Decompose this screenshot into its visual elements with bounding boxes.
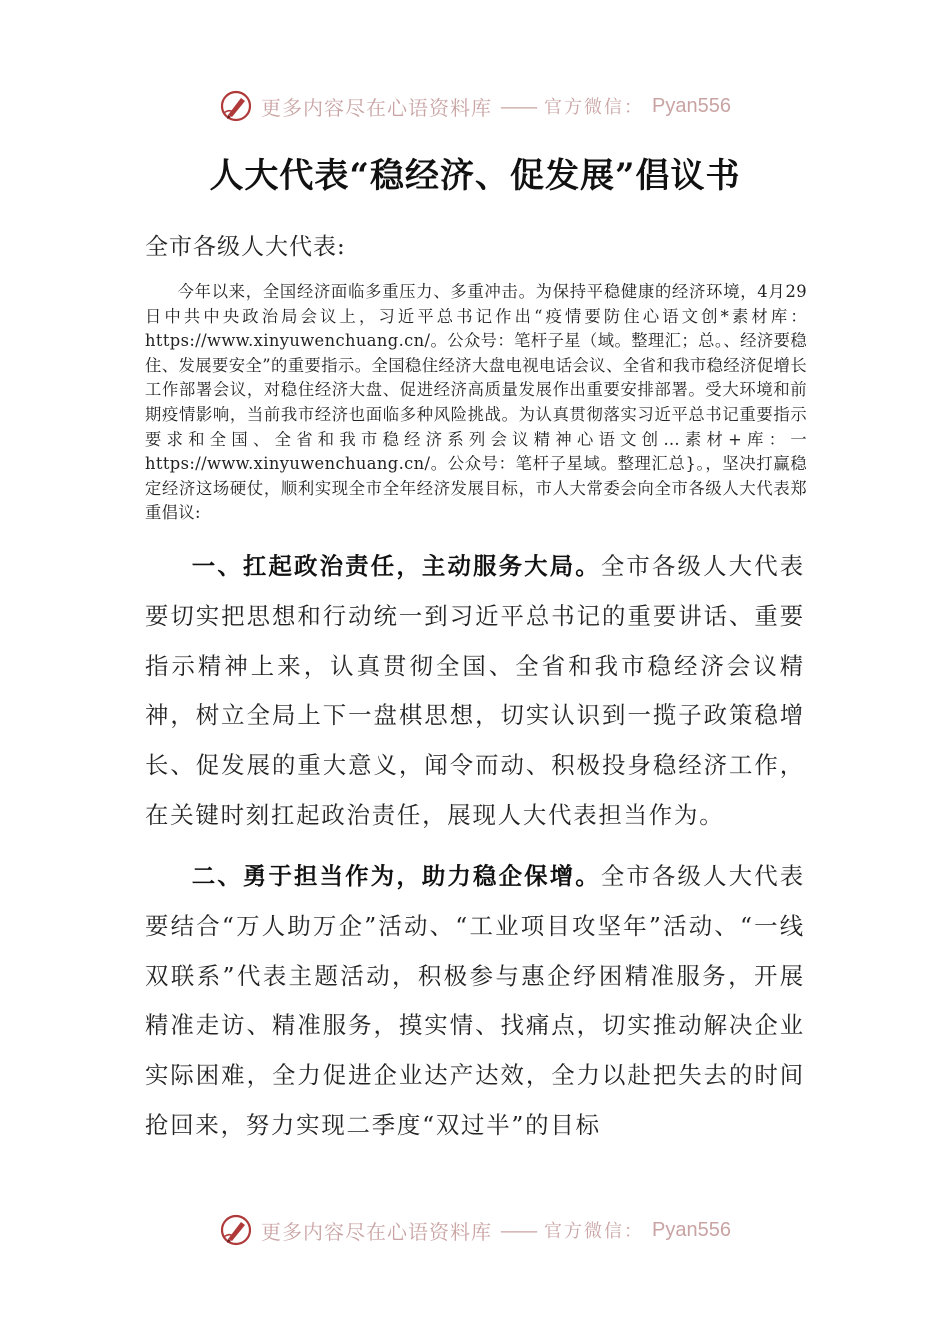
- intro-paragraph: 今年以来，全国经济面临多重压力、多重冲击。为保持平稳健康的经济环境，4月29日中共中央政治局会议上，习近平总书记作出“疫情要防住心语文创*素材库：https://www.xinyuwenchuang.cn/。公众号：笔杆子星（域。整理汇；总。、经济要稳住、发展要安全”的重要指示。全国稳住经济大盘电视电话会议、全省和我市稳经济促增长工作部署会议，对稳住经济大盘、促进经济高质量发展作出重要安排部署。受大环境和前期疫情影响，当前我市经济也面临多种风险挑战。为认真贯彻落实习近平总书记重要指示要求和全国、全省和我市稳经济系列会议精神心语文创…素材+库：一https://www.xinyuwenchuang.cn/。公众号：笔杆子星域。整理汇总}。，坚决打赢稳定经济这场硬仗，顺利实现全市全年经济发展目标，市人大常委会向全市各级人大代表郑重倡议:: [145, 282, 807, 523]
- section-1-paragraph: [145, 542, 805, 841]
- watermark-wechat-label: 官方微信：: [544, 1221, 645, 1242]
- section-1-body: 全市各级人大代表要切实把思想和行动统一到习近平总书记的重要讲话、重要指示精神上来，认真贯彻全国、全省和我市稳经济会议精神，树立全局上下一盘棋思想，切实认识到一揽子政策稳增长、促发展的重大意义，闻令而动、积极投身稳经济工作，在关键时刻扛起政治责任，展现人大代表担当作为。: [145, 552, 805, 829]
- header-watermark: [0, 86, 950, 126]
- watermark-promo-text: 更多内容尽在心语资料库: [261, 1219, 493, 1244]
- section-2-heading: 二、勇于担当作为，助力稳企保增。: [191, 862, 601, 890]
- watermark-wechat-id: Pyan556: [652, 94, 731, 117]
- footer-watermark: [0, 1210, 950, 1250]
- salutation: 全市各级人大代表:: [145, 234, 346, 260]
- document-title: 人大代表“稳经济、促发展”倡议书: [209, 156, 741, 196]
- watermark-dash: ——: [500, 1218, 537, 1242]
- section-2-paragraph: [145, 852, 805, 1151]
- watermark-promo-text: 更多内容尽在心语资料库: [261, 95, 493, 120]
- section-2-body: 全市各级人大代表要结合“万人助万企”活动、“工业项目攻坚年”活动、“一线双联系”代表主题活动，积极参与惠企纾困精准服务，开展精准走访、精准服务，摸实情、找痛点，切实推动解决企业实际困难，全力促进企业达产达效，全力以赴把失去的时间抢回来，努力实现二季度“双过半”的目标: [145, 862, 805, 1139]
- watermark-dash: ——: [500, 94, 537, 118]
- pen-logo-icon: [219, 89, 253, 123]
- pen-logo-icon: [219, 1213, 253, 1247]
- watermark-wechat-label: 官方微信：: [544, 97, 645, 118]
- watermark-wechat-id: Pyan556: [652, 1218, 731, 1241]
- section-1-heading: 一、扛起政治责任，主动服务大局。: [191, 552, 601, 580]
